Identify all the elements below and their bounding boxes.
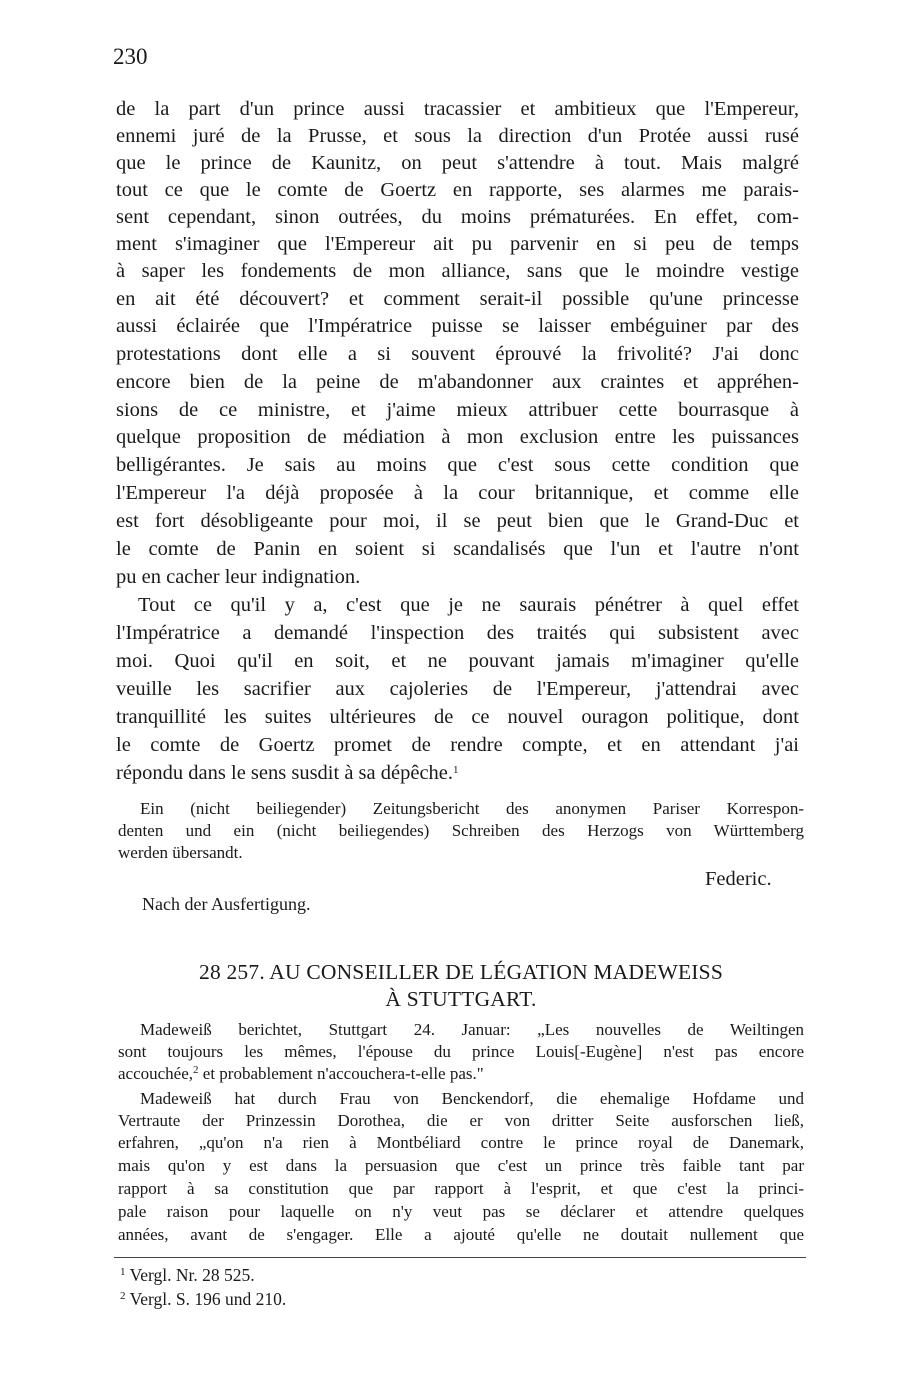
footnote-mark: 2	[120, 1290, 126, 1302]
summary-line: accouchée,$^2$ et probablement n'accouchera-t-elle pas."	[118, 1064, 484, 1083]
summary-line: mais qu'on y est dans la persuasion que c'est un prince très faible tant par	[118, 1156, 804, 1175]
letter-line: belligérantes. Je sais au moins que c'est sous cette condition que	[116, 454, 799, 476]
letter-line: Tout ce qu'il y a, c'est que je ne saurais pénétrer à quel effet	[138, 594, 799, 616]
letter-line: le comte de Goertz promet de rendre compte, et en attendant j'ai	[116, 734, 799, 756]
letter-line: encore bien de la peine de m'abandonner aux craintes et appréhen-	[116, 371, 799, 393]
summary-line: sont toujours les mêmes, l'épouse du prince Louis[-Eugène] n'est pas encore	[118, 1042, 804, 1061]
letter-line: pu en cacher leur indignation.	[116, 566, 361, 588]
summary-line: Madeweiß hat durch Frau von Benckendorf, die ehemalige Hofdame und	[140, 1089, 804, 1108]
footnote	[120, 1288, 286, 1310]
footnote-ref: 1	[453, 764, 459, 776]
letter-line: sent cependant, sinon outrées, du moins prématurées. En effet, com-	[116, 206, 799, 228]
summary-line: années, avant de s'engager. Elle a ajouté qu'elle ne doutait nullement que	[118, 1225, 804, 1244]
letter-line: protestations dont elle a si souvent éprouvé la frivolité? J'ai donc	[116, 343, 799, 365]
letter-line: que le prince de Kaunitz, on peut s'attendre à tout. Mais malgré	[116, 152, 799, 174]
letter-line: moi. Quoi qu'il en soit, et ne pouvant jamais m'imaginer qu'elle	[116, 650, 799, 672]
summary-line: pale raison pour laquelle on n'y veut pas se déclarer et attendre quelques	[118, 1202, 804, 1221]
signature: Federic.	[705, 868, 772, 890]
letter-line: l'Empereur l'a déjà proposée à la cour britannique, et comme elle	[116, 482, 799, 504]
letter-line: le comte de Panin en soient si scandalisés que l'un et l'autre n'ont	[116, 538, 799, 560]
footnote-divider	[114, 1257, 806, 1258]
footnote-ref: 2	[193, 1064, 199, 1076]
letter-line: veuille les sacrifier aux cajoleries de l'Empereur, j'attendrai avec	[116, 678, 799, 700]
letter-line: tout ce que le comte de Goertz en rapporte, ses alarmes me parais-	[116, 179, 799, 201]
summary-line: Vertraute der Prinzessin Dorothea, die er von dritter Seite ausforschen ließ,	[118, 1111, 804, 1130]
summary-line: erfahren, „qu'on n'a rien à Montbéliard contre le prince royal de Danemark,	[118, 1133, 804, 1152]
page-number: 230	[113, 44, 148, 69]
letter-line: tranquillité les suites ultérieures de ce nouvel ouragon politique, dont	[116, 706, 799, 728]
letter-line: aussi éclairée que l'Impératrice puisse se laisser embéguiner par des	[116, 315, 799, 337]
document-heading-line1: 28 257. AU CONSEILLER DE LÉGATION MADEWEISS	[199, 960, 723, 984]
letter-line: en ait été découvert? et comment serait-il possible qu'une princesse	[116, 288, 799, 310]
footnote-text: Vergl. S. 196 und 210.	[129, 1289, 287, 1309]
footnote-mark: 1	[120, 1266, 126, 1278]
footnote-text: Vergl. Nr. 28 525.	[129, 1265, 255, 1285]
source-note: Nach der Ausfertigung.	[142, 894, 311, 914]
letter-line: est fort désobligeante pour moi, il se peut bien que le Grand-Duc et	[116, 510, 799, 532]
editor-note-line: werden übersandt.	[118, 843, 243, 862]
letter-line: de la part d'un prince aussi tracassier et ambitieux que l'Empereur,	[116, 98, 799, 120]
editor-note-line: denten und ein (nicht beiliegendes) Schreiben des Herzogs von Württemberg	[118, 821, 804, 840]
letter-line-last: répondu dans le sens susdit à sa dépêche.$^1$	[116, 762, 459, 784]
document-heading-line2: À STUTTGART.	[385, 987, 537, 1011]
letter-line: quelque proposition de médiation à mon exclusion entre les puissances	[116, 426, 799, 448]
letter-line: à saper les fondements de mon alliance, sans que le moindre vestige	[116, 260, 799, 282]
footnote	[120, 1264, 255, 1286]
editor-note-line: Ein (nicht beiliegender) Zeitungsbericht des anonymen Pariser Korrespon-	[140, 799, 804, 818]
letter-line: sions de ce ministre, et j'aime mieux attribuer cette bourrasque à	[116, 399, 799, 421]
letter-line: ment s'imaginer que l'Empereur ait pu parvenir en si peu de temps	[116, 233, 799, 255]
letter-line: ennemi juré de la Prusse, et sous la direction d'un Protée aussi rusé	[116, 125, 799, 147]
summary-line: rapport à sa constitution que par rapport à l'esprit, et que c'est la princi-	[118, 1179, 804, 1198]
summary-line: Madeweiß berichtet, Stuttgart 24. Januar: „Les nouvelles de Weiltingen	[140, 1020, 804, 1039]
letter-line: l'Impératrice a demandé l'inspection des traités qui subsistent avec	[116, 622, 799, 644]
